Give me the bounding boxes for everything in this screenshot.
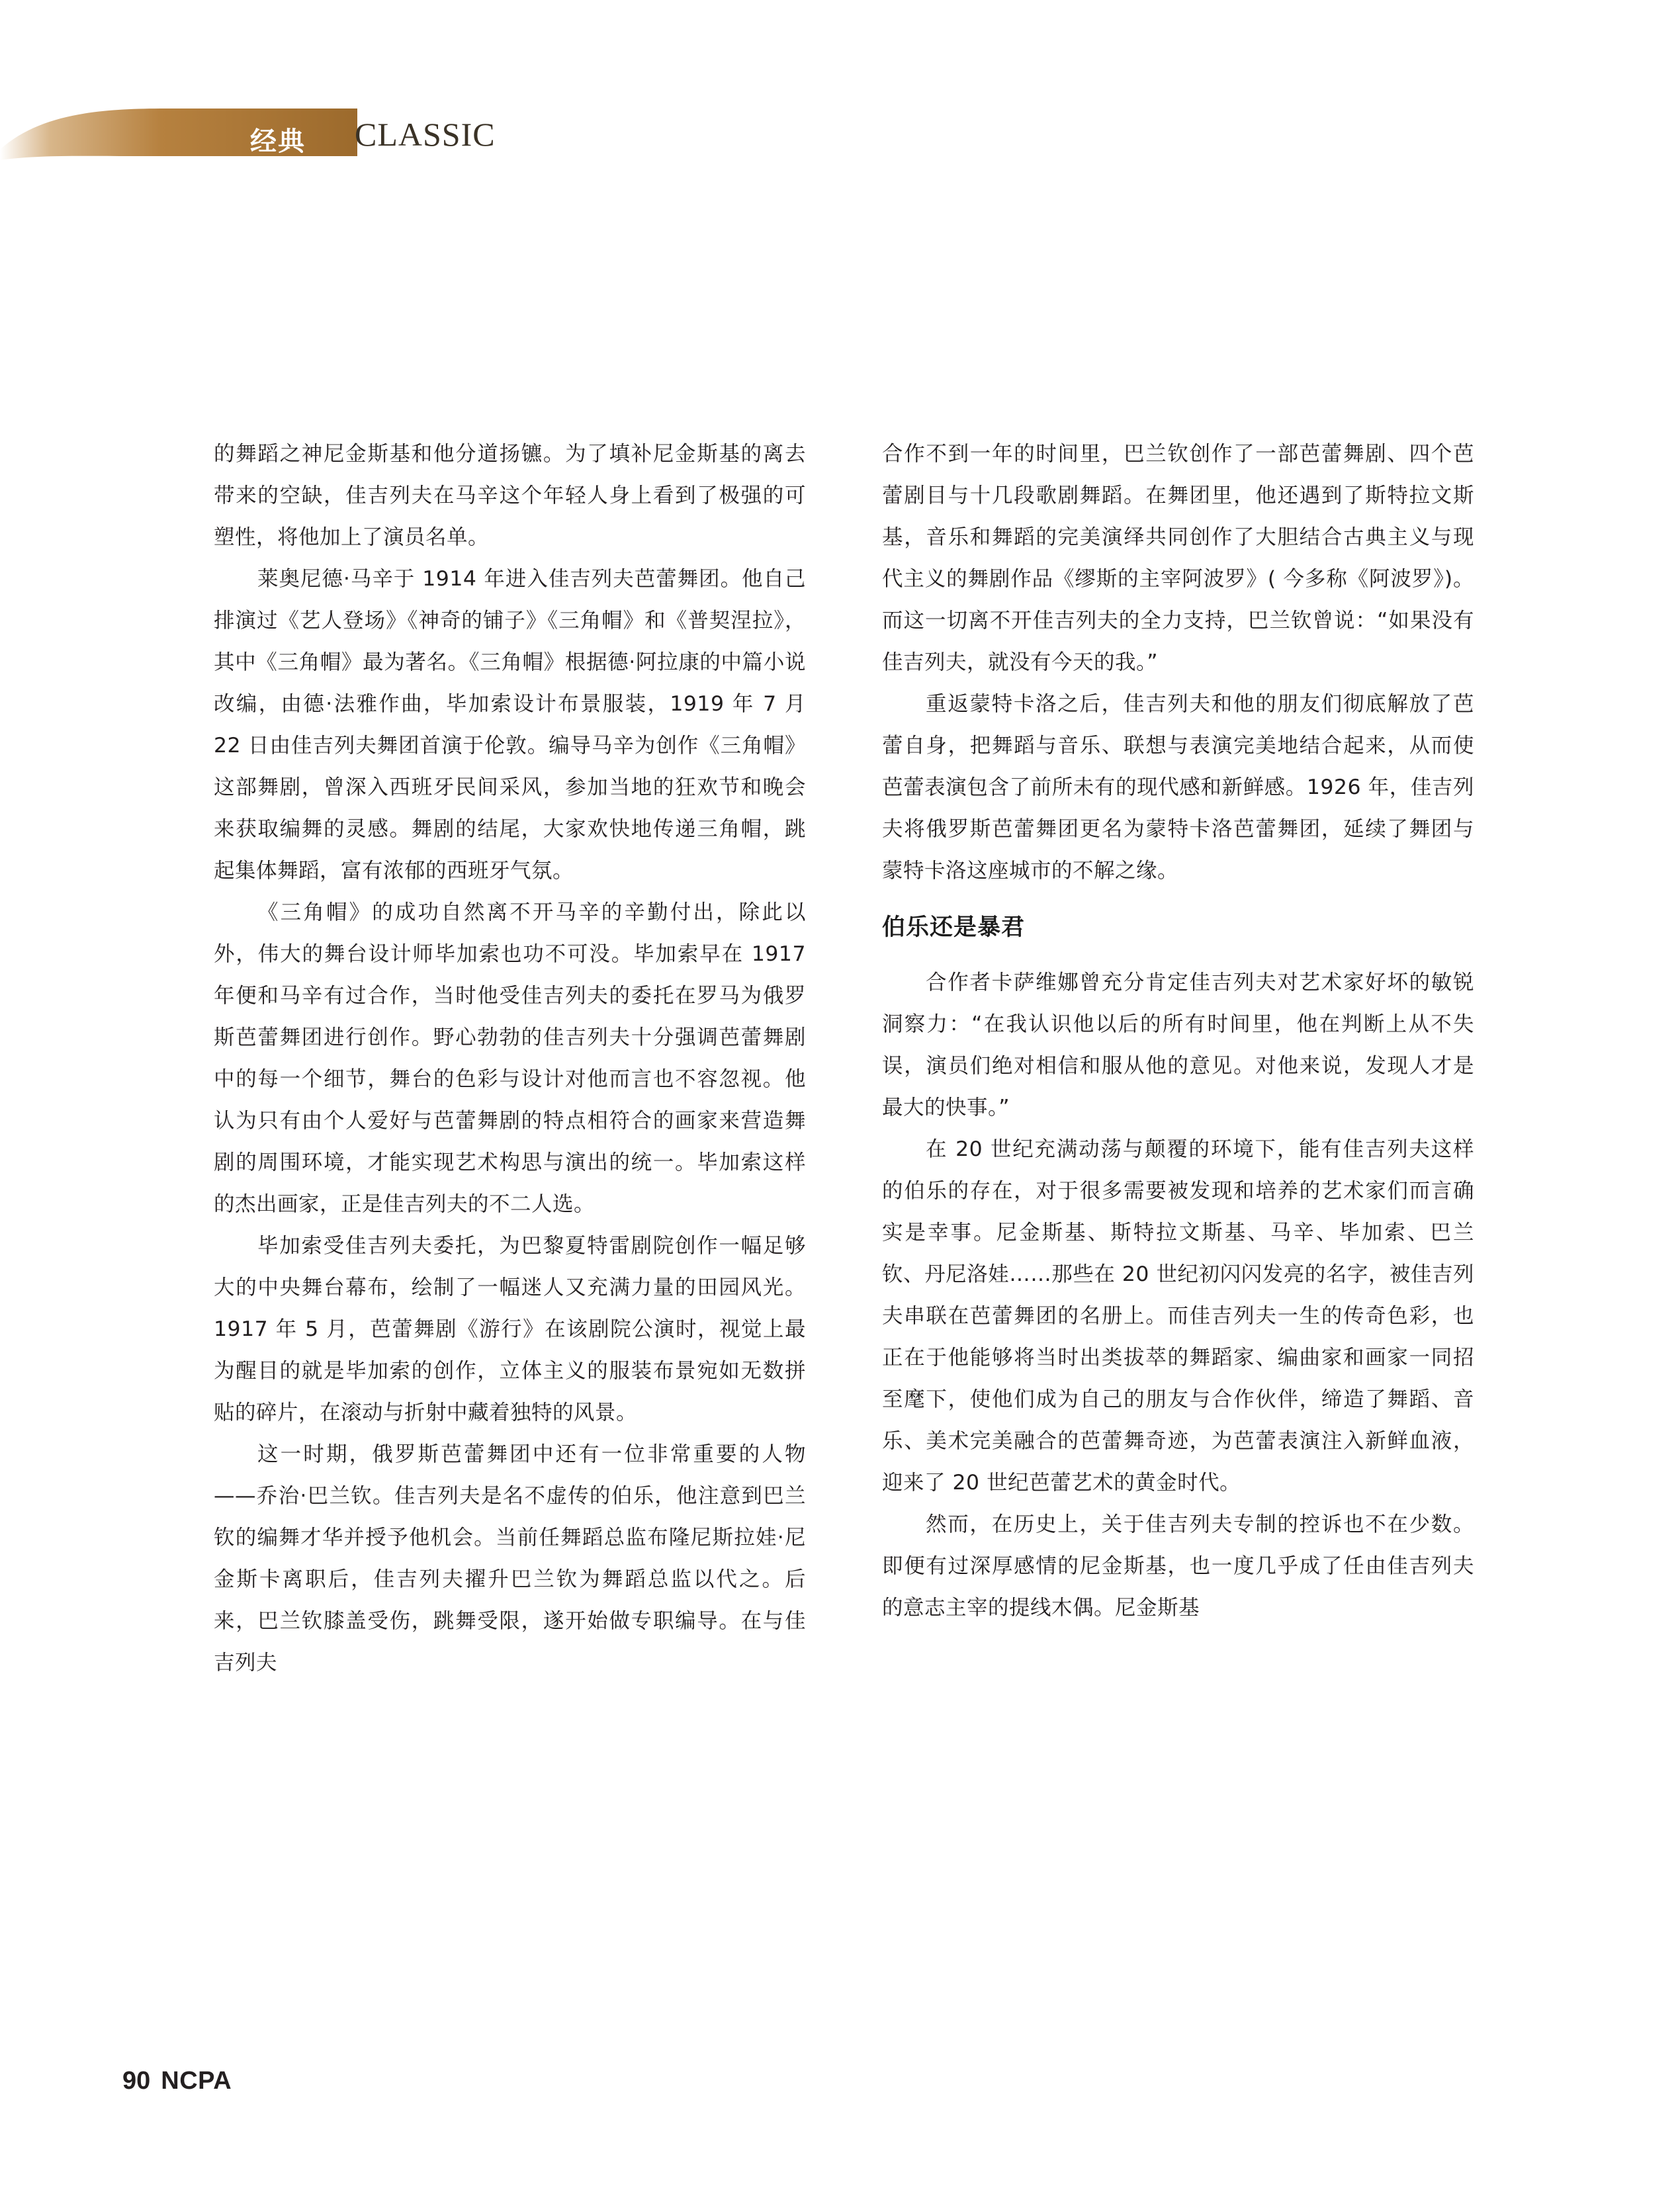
paragraph: 合作不到一年的时间里，巴兰钦创作了一部芭蕾舞剧、四个芭蕾剧目与十几段歌剧舞蹈。在舞团里，他还遇到了斯特拉文斯基，音乐和舞蹈的完美演绎共同创作了大胆结合古典主义与现代主义的舞剧作品《缪斯的主宰阿波罗》( 今多称《阿波罗》)。而这一切离不开佳吉列夫的全力支持，巴兰钦曾说：“如果没有佳吉列夫，就没有今天的我。” xyxy=(882,442,1474,674)
page-footer xyxy=(122,2067,232,2095)
paragraph: 这一时期，俄罗斯芭蕾舞团中还有一位非常重要的人物——乔治·巴兰钦。佳吉列夫是名不虚传的伯乐，他注意到巴兰钦的编舞才华并授予他机会。当前任舞蹈总监布隆尼斯拉娃·尼金斯卡离职后，佳吉列夫擢升巴兰钦为舞蹈总监以代之。后来，巴兰钦膝盖受伤，跳舞受限，遂开始做专职编导。在与佳吉列夫 xyxy=(214,1442,806,1675)
paragraph: 毕加索受佳吉列夫委托，为巴黎夏特雷剧院创作一幅足够大的中央舞台幕布，绘制了一幅迷人又充满力量的田园风光。1917 年 5 月，芭蕾舞剧《游行》在该剧院公演时，视觉上最为醒目的就是毕加索的创作，立体主义的服装布景宛如无数拼贴的碎片，在滚动与折射中藏着独特的风景。 xyxy=(214,1234,806,1424)
header-category-en: CLASSIC xyxy=(355,116,496,153)
paragraph: 的舞蹈之神尼金斯基和他分道扬镳。为了填补尼金斯基的离去带来的空缺，佳吉列夫在马辛这个年轻人身上看到了极强的可塑性，将他加上了演员名单。 xyxy=(214,442,806,549)
paragraph: 莱奥尼德·马辛于 1914 年进入佳吉列夫芭蕾舞团。他自己排演过《艺人登场》《神奇的铺子》《三角帽》和《普契涅拉》，其中《三角帽》最为著名。《三角帽》根据德·阿拉康的中篇小说改编，由德·法雅作曲，毕加索设计布景服装，1919 年 7 月 22 日由佳吉列夫舞团首演于伦敦。编导马辛为创作《三角帽》这部舞剧，曾深入西班牙民间采风，参加当地的狂欢节和晚会来获取编舞的灵感。舞剧的结尾，大家欢快地传递三角帽，跳起集体舞蹈，富有浓郁的西班牙气氛。 xyxy=(214,567,806,883)
paragraph: 《三角帽》的成功自然离不开马辛的辛勤付出，除此以外，伟大的舞台设计师毕加索也功不可没。毕加索早在 1917 年便和马辛有过合作，当时他受佳吉列夫的委托在罗马为俄罗斯芭蕾舞团进行创作。野心勃勃的佳吉列夫十分强调芭蕾舞剧中的每一个细节，舞台的色彩与设计对他而言也不容忽视。他认为只有由个人爱好与芭蕾舞剧的特点相符合的画家来营造舞剧的周围环境，才能实现艺术构思与演出的统一。毕加索这样的杰出画家，正是佳吉列夫的不二人选。 xyxy=(214,900,806,1216)
header-category-cn: 经典 xyxy=(250,126,306,157)
paragraph: 在 20 世纪充满动荡与颠覆的环境下，能有佳吉列夫这样的伯乐的存在，对于很多需要被发现和培养的艺术家们而言确实是幸事。尼金斯基、斯特拉文斯基、马辛、毕加索、巴兰钦、丹尼洛娃……那些在 20 世纪初闪闪发亮的名字，被佳吉列夫串联在芭蕾舞团的名册上。而佳吉列夫一生的传奇色彩，也正在于他能够将当时出类拔萃的舞蹈家、编曲家和画家一同招至麾下，使他们成为自己的朋友与合作伙伴，缔造了舞蹈、音乐、美术完美融合的芭蕾舞奇迹，为芭蕾表演注入新鲜血液，迎来了 20 世纪芭蕾艺术的黄金时代。 xyxy=(882,1137,1474,1495)
page-header xyxy=(0,99,503,172)
paragraph: 合作者卡萨维娜曾充分肯定佳吉列夫对艺术家好坏的敏锐洞察力：“在我认识他以后的所有时间里，他在判断上从不失误，演员们绝对相信和服从他的意见。对他来说，发现人才是最大的快事。” xyxy=(882,971,1474,1119)
paragraph: 重返蒙特卡洛之后，佳吉列夫和他的朋友们彻底解放了芭蕾自身，把舞蹈与音乐、联想与表演完美地结合起来，从而使芭蕾表演包含了前所未有的现代感和新鲜感。1926 年，佳吉列夫将俄罗斯芭蕾舞团更名为蒙特卡洛芭蕾舞团，延续了舞团与蒙特卡洛这座城市的不解之缘。 xyxy=(882,692,1474,883)
page-number: 90 xyxy=(122,2067,151,2095)
article-body xyxy=(214,433,1474,1684)
paragraph: 然而，在历史上，关于佳吉列夫专制的控诉也不在少数。即便有过深厚感情的尼金斯基，也一度几乎成了任由佳吉列夫的意志主宰的提线木偶。尼金斯基 xyxy=(882,1512,1474,1620)
right-column xyxy=(882,433,1474,1684)
publication-brand: NCPA xyxy=(161,2067,232,2095)
left-column xyxy=(214,433,806,1684)
section-heading: 伯乐还是暴君 xyxy=(882,914,1026,941)
